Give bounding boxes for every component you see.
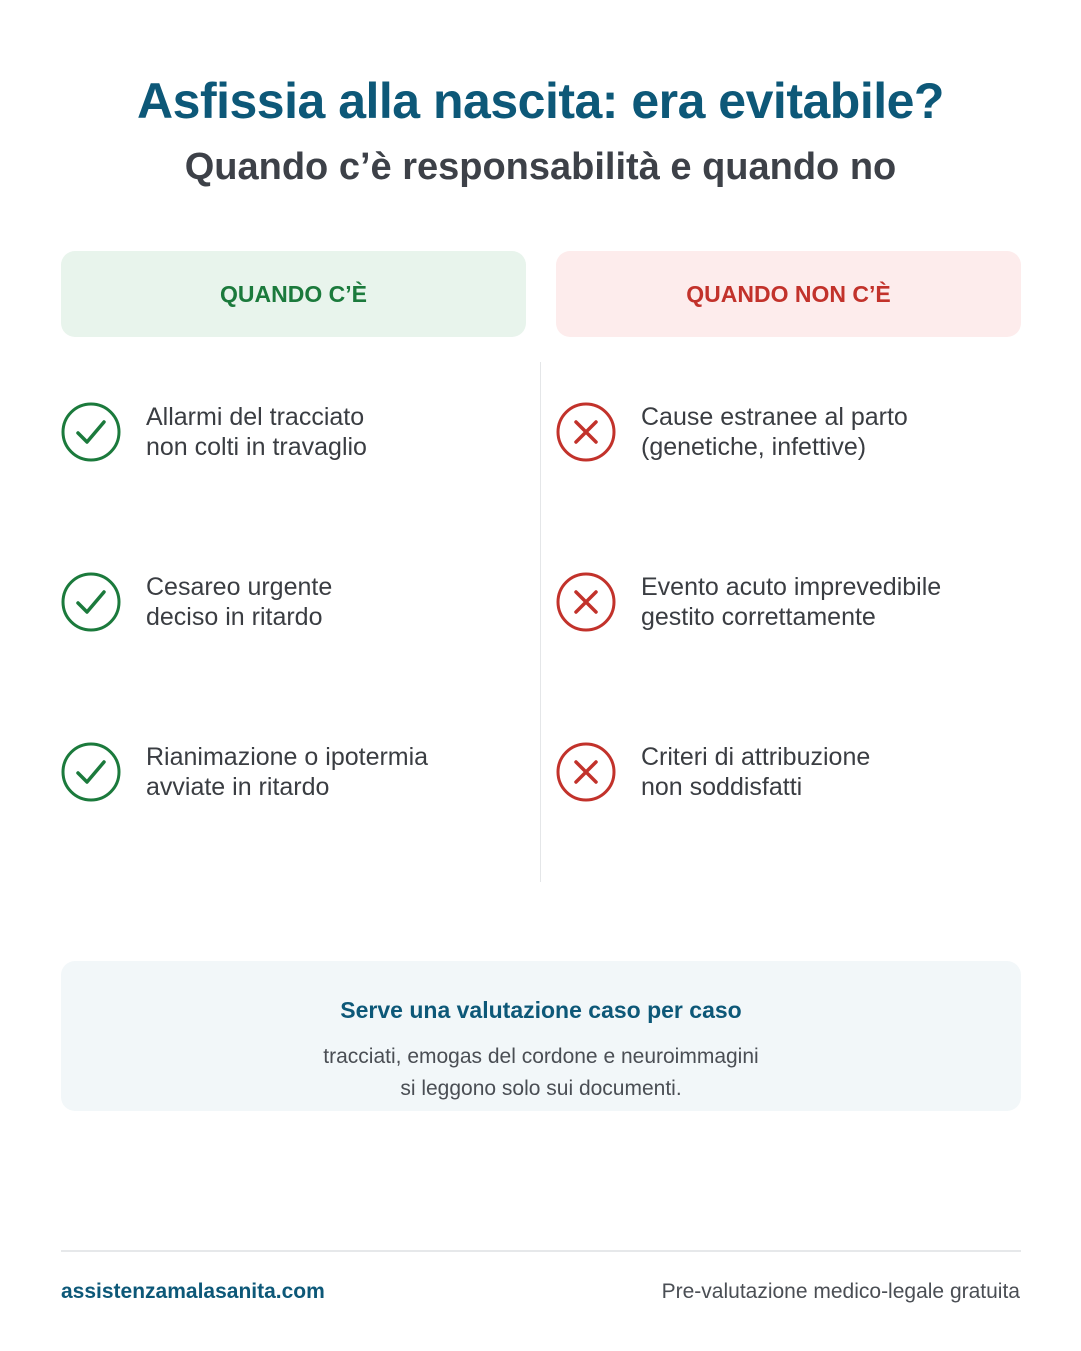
website-link[interactable]: assistenzamalasanita.com [61, 1280, 325, 1303]
header-no-responsibility: QUANDO NON C’È [556, 251, 1021, 337]
list-item-positive [61, 742, 526, 802]
list-item-positive [61, 402, 526, 462]
item-text: Evento acuto imprevedibile gestito correttamente [641, 573, 942, 631]
header-responsibility: QUANDO C’È [61, 251, 526, 337]
x-circle-icon [556, 402, 616, 462]
page-title: Asfissia alla nascita: era evitabile? [137, 73, 944, 129]
item-text: Cesareo urgente deciso in ritardo [146, 573, 333, 631]
check-circle-icon [61, 742, 121, 802]
list-item-negative [556, 402, 1021, 462]
column-divider [540, 362, 541, 882]
note-box [61, 961, 1021, 1111]
item-text: Criteri di attribuzione non soddisfatti [641, 743, 871, 801]
list-item-negative [556, 572, 1021, 632]
list-item-positive [61, 572, 526, 632]
item-text: Rianimazione o ipotermia avviate in ritardo [146, 743, 429, 801]
footer-tagline: Pre-valutazione medico-legale gratuita [661, 1280, 1020, 1303]
x-circle-icon [556, 572, 616, 632]
list-item-negative [556, 742, 1021, 802]
check-circle-icon [61, 402, 121, 462]
item-text: Cause estranee al parto (genetiche, infettive) [641, 403, 908, 461]
page-subtitle: Quando c’è responsabilità e quando no [184, 146, 897, 188]
check-circle-icon [61, 572, 121, 632]
footer-divider [61, 1250, 1021, 1252]
item-text: Allarmi del tracciato non colti in travaglio [146, 403, 367, 461]
note-title: Serve una valutazione caso per caso [340, 997, 742, 1023]
x-circle-icon [556, 742, 616, 802]
note-text: tracciati, emogas del cordone e neuroimmagini si leggono solo sui documenti. [323, 1045, 759, 1100]
